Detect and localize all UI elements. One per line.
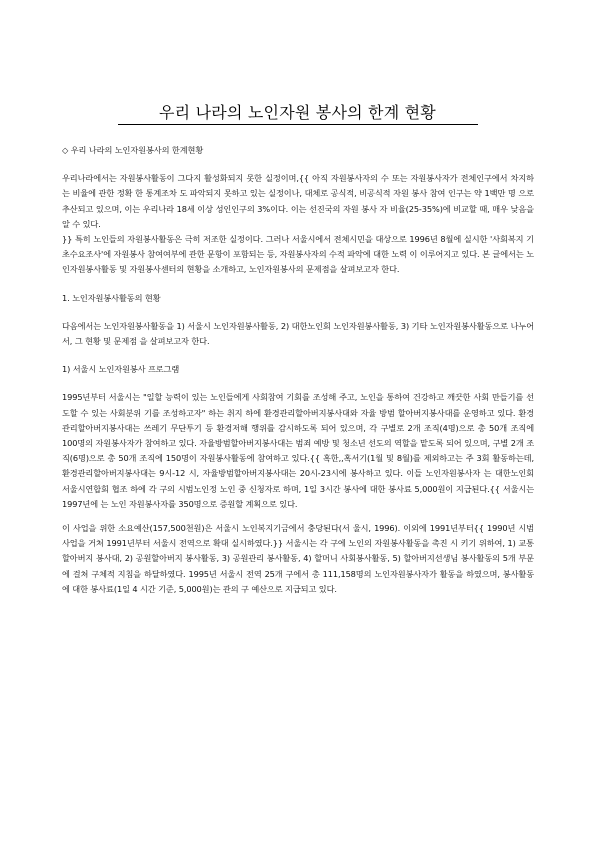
section-heading-1: 1. 노인자원봉사활동의 현황: [62, 292, 161, 303]
subsection-1-1-paragraph-1: 1995년부터 서울시는 "일할 능력이 있는 노인들에게 사회참여 기회를 조성해 주고, 노인을 통하여 건강하고 깨끗한 사회 만들기를 선도할 수 있는 사회분위 기를 조성하고자" 하는 취지 하에 환경관리할아버지봉사대와 자율 방범 할아버지봉사대를 운영하고 있다. 환경관리할아버지봉사대는 쓰레기 무단투기 등 환경저해 행위를 감시하도록 되어 있으며, 각 구별로 2개 조직(4명)으로 총 50개 조직에 100명의 자원봉사자가 참여하고 있다. 자율방범할아버지봉사대는 범죄 예방 및 청소년 선도의 역할을 맡도록 되어 있으며, 구별 2개 조직(6명)으로 총 50개 조직에 150명이 자원봉사활동에 참여하고 있다.{{ 혹한,,혹서기(1월 및 8월)를 제외하고는 주 3회 활동하는데, 환경관리할아버지봉사대는 9시-12 시, 자율방범할아버지봉사대는 20시-23시에 봉사하고 있다. 이들 노인자원봉사자 는 대한노인회 서울시연합회 협조 하에 각 구의 시범노인정 노인 중 신청자로 하며, 1일 3시간 봉사에 대한 봉사료 5,000원이 지급된다.{{ 서울시는 1997년에 는 노인 자원봉사자를 350명으로 증원할 계획으로 있다.: [62, 392, 534, 509]
intro-paragraph-1: 우리나라에서는 자원봉사활동이 그다지 활성화되지 못한 실정이며,{{ 아직 자원봉사자의 수 또는 자원봉사자가 전체인구에서 차지하는 비율에 관한 정확 한 통계조차 도 파악되지 못하고 있는 실정이나, 대체로 공식적, 비공식적 자원 봉사 참여 인구는 약 1백만 명 으로 추산되고 있으며, 이는 우리나라 18세 이상 성인인구의 3%이다. 이는 선진국의 자원 봉사 자 비율(25-35%)에 비교할 때, 매우 낮음을 알 수 있다.: [62, 173, 534, 229]
subsection-heading-1-1: 1) 서울시 노인자원봉사 프로그램: [62, 364, 180, 375]
document-title: 우리 나라의 노인자원 봉사의 한계 현황: [159, 103, 436, 122]
intro-paragraph-2: }} 특히 노인들의 자원봉사활동은 극히 저조한 실정이다. 그러나 서울시에서 전체시민을 대상으로 1996년 8월에 실시한 '사회복지 기초수요조사'에 자원봉사 참여여부에 관한 문항이 포함되는 등, 자원봉사자의 수적 파악에 대한 노력 이 이루어지고 있다. 본 글에서는 노인자원봉사활동 및 자원봉사센터의 현황을 소개하고, 노인자원봉사의 문제점을 살펴보고자 한다.: [62, 234, 534, 275]
section-1-paragraph: 다음에서는 노인자원봉사활동을 1) 서울시 노인자원봉사활동, 2) 대한노인회 노인자원봉사활동, 3) 기타 노인자원봉사활동으로 나누어서, 그 현황 및 문제점 을 살펴보고자 한다.: [62, 320, 534, 347]
subheading: ◇ 우리 나라의 노인자원봉사의 한계현황: [62, 145, 204, 155]
subsection-1-1-paragraph-2: 이 사업을 위한 소요예산(157,500천원)은 서울시 노인복지기금에서 충당된다(서 울시, 1996). 이외에 1991년부터{{ 1990년 시범사업을 거쳐 1991년부터 서울시 전역으로 확대 실시하였다.}} 서울시는 각 구에 노인의 자원봉사활동을 촉진 시 키기 위하여, 1) 교통할아버지 봉사대, 2) 공원할아버지 봉사활동, 3) 공원관리 봉사활동, 4) 할머니 사회봉사활동, 5) 할아버지선생님 봉사활동의 5개 부문 에 걸쳐 구체적 지침을 하달하였다. 1995년 서울시 전역 25개 구에서 총 111,158명의 노인자원봉사자가 활동을 하였으며, 봉사활동에 대한 봉사료(1일 4 시간 기준, 5,000원)는 관의 구 예산으로 지급되고 있다.: [62, 523, 534, 594]
spacer: [62, 377, 534, 390]
spacer: [62, 306, 534, 319]
document-body: [62, 143, 534, 597]
title-underline: [118, 124, 478, 125]
spacer: [62, 512, 534, 521]
spacer: [62, 349, 534, 362]
spacer: [62, 158, 534, 171]
spacer: [62, 278, 534, 291]
